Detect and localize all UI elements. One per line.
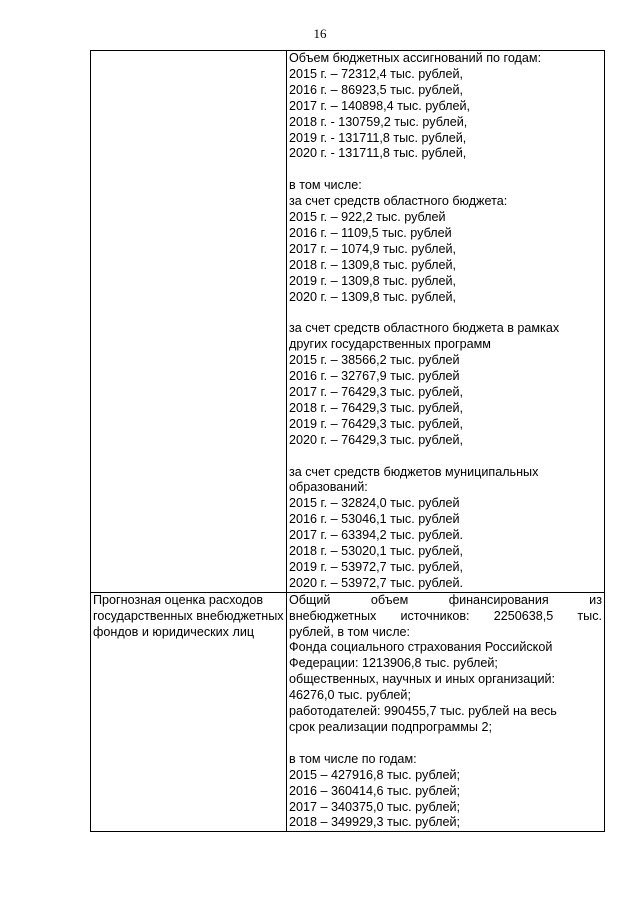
municipal-year-line: 2019 г. – 53972,7 тыс. рублей, bbox=[289, 559, 464, 574]
page-number: 16 bbox=[313, 26, 327, 41]
municipal-budget-header: образований: bbox=[289, 480, 368, 495]
table-row-forecast bbox=[91, 592, 605, 832]
including-label: в том числе: bbox=[289, 178, 362, 193]
other-programs-years-list bbox=[289, 353, 602, 448]
municipal-year-line: 2015 г. – 32824,0 тыс. рублей bbox=[289, 496, 460, 511]
regional-year-line: 2020 г. – 1309,8 тыс. рублей, bbox=[289, 289, 457, 304]
volume-header: Объем бюджетных ассигнований по годам: bbox=[289, 51, 542, 65]
other-programs-header: за счет средств областного бюджета в рамках bbox=[289, 321, 560, 336]
municipal-years-list bbox=[289, 496, 602, 591]
regional-year-line: 2015 г. – 922,2 тыс. рублей bbox=[289, 210, 446, 225]
social-insurance-fund-line: Федерации: 1213906,8 тыс. рублей; bbox=[289, 656, 498, 671]
regional-year-line: 2018 г. – 1309,8 тыс. рублей, bbox=[289, 257, 457, 272]
volume-year-line: 2020 г. - 131711,8 тыс. рублей, bbox=[289, 146, 467, 161]
volume-year-line: 2018 г. - 130759,2 тыс. рублей, bbox=[289, 114, 468, 129]
forecast-year-line: 2015 – 427916,8 тыс. рублей; bbox=[289, 767, 460, 782]
total-financing-line: рублей, в том числе: bbox=[289, 624, 411, 639]
other-programs-year-line: 2019 г. – 76429,3 тыс. рублей, bbox=[289, 416, 464, 431]
regional-year-line: 2017 г. – 1074,9 тыс. рублей, bbox=[289, 241, 457, 256]
other-programs-year-line: 2018 г. – 76429,3 тыс. рублей, bbox=[289, 400, 464, 415]
municipal-year-line: 2020 г. – 53972,7 тыс. рублей. bbox=[289, 575, 464, 590]
by-years-label: в том числе по годам: bbox=[289, 751, 417, 766]
municipal-year-line: 2018 г. – 53020,1 тыс. рублей, bbox=[289, 544, 464, 559]
table-row-budget bbox=[91, 51, 605, 593]
volume-year-line: 2015 г. – 72312,4 тыс. рублей, bbox=[289, 66, 464, 81]
regional-budget-header: за счет средств областного бюджета: bbox=[289, 194, 508, 209]
forecast-label-cell: Прогнозная оценка расходов государственных внебюджетных фондов и юридических лиц bbox=[91, 592, 287, 832]
other-programs-year-line: 2015 г. – 38566,2 тыс. рублей bbox=[289, 353, 460, 368]
forecast-years-list bbox=[289, 768, 602, 832]
regional-year-line: 2016 г. – 1109,5 тыс. рублей bbox=[289, 225, 452, 240]
row2-right-cell bbox=[287, 592, 605, 832]
total-financing-line: Общий объем финансирования из bbox=[289, 592, 602, 607]
total-financing-line: внебюджетных источников: 2250638,5 тыс. bbox=[289, 608, 602, 623]
volume-year-line: 2017 г. – 140898,4 тыс. рублей, bbox=[289, 98, 471, 113]
volume-years-list bbox=[289, 67, 602, 162]
regional-years-list bbox=[289, 210, 602, 305]
volume-year-line: 2016 г. – 86923,5 тыс. рублей, bbox=[289, 82, 464, 97]
row1-right-cell bbox=[287, 51, 605, 593]
forecast-year-line: 2016 – 360414,6 тыс. рублей; bbox=[289, 783, 460, 798]
municipal-year-line: 2016 г. – 53046,1 тыс. рублей bbox=[289, 512, 460, 527]
regional-year-line: 2019 г. – 1309,8 тыс. рублей, bbox=[289, 273, 457, 288]
public-organizations-line: 46276,0 тыс. рублей; bbox=[289, 688, 411, 703]
row1-left-cell bbox=[91, 51, 287, 593]
forecast-year-line: 2017 – 340375,0 тыс. рублей; bbox=[289, 799, 460, 814]
social-insurance-fund-line: Фонда социального страхования Российской bbox=[289, 640, 553, 655]
other-programs-year-line: 2020 г. – 76429,3 тыс. рублей, bbox=[289, 432, 464, 447]
public-organizations-line: общественных, научных и иных организаций: bbox=[289, 672, 556, 687]
passport-table bbox=[90, 50, 605, 832]
municipal-budget-header: за счет средств бюджетов муниципальных bbox=[289, 464, 539, 479]
other-programs-header: других государственных программ bbox=[289, 337, 491, 352]
other-programs-year-line: 2016 г. – 32767,9 тыс. рублей bbox=[289, 369, 460, 384]
employers-line: работодателей: 990455,7 тыс. рублей на весь bbox=[289, 704, 557, 719]
municipal-year-line: 2017 г. – 63394,2 тыс. рублей. bbox=[289, 528, 464, 543]
forecast-year-line: 2018 – 349929,3 тыс. рублей; bbox=[289, 815, 460, 830]
other-programs-year-line: 2017 г. – 76429,3 тыс. рублей, bbox=[289, 385, 464, 399]
volume-year-line: 2019 г. - 131711,8 тыс. рублей, bbox=[289, 130, 467, 145]
employers-line: срок реализации подпрограммы 2; bbox=[289, 720, 492, 735]
